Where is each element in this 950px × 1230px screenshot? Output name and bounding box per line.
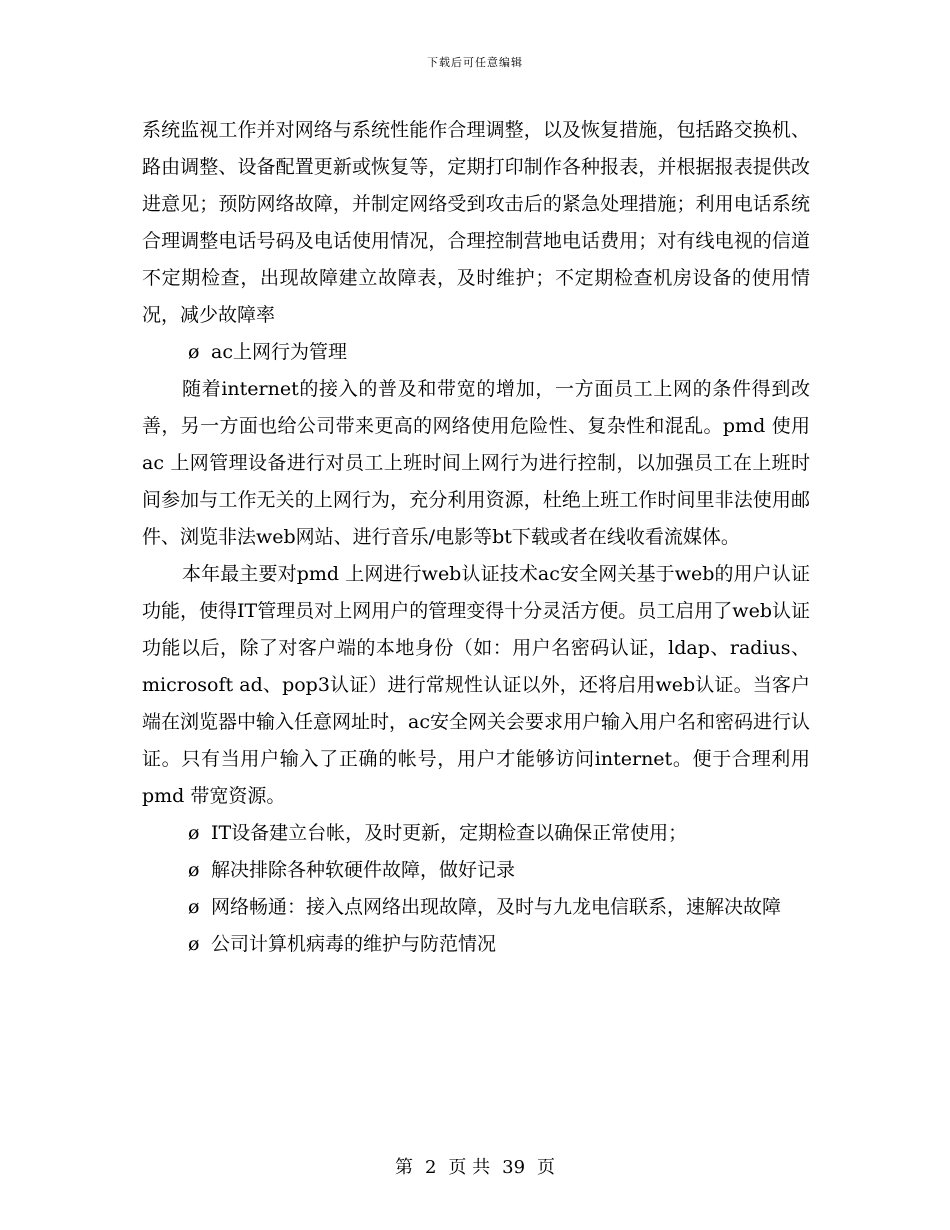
footer-middle: 页 共 bbox=[448, 1157, 491, 1178]
bullet-fault-fix bbox=[142, 852, 810, 889]
paragraph-maintenance: 系统监视工作并对网络与系统性能作合理调整，以及恢复措施，包括路交换机、路由调整、设备配置更新或恢复等，定期打印制作各种报表，并根据报表提供改进意见；预防网络故障，并制定网络受到攻击后的紧急处理措施；利用电话系统合理调整电话号码及电话使用情况，合理控制营地电话费用；对有线电视的信道不定期检查，出现故障建立故障表，及时维护；不定期检查机房设备的使用情况，减少故障率 bbox=[142, 119, 810, 326]
bullet-mark: ø bbox=[188, 933, 200, 955]
paragraph-web-auth: 本年最主要对pmd 上网进行web认证技术ac安全网关基于web的用户认证功能，使得IT管理员对上网用户的管理变得十分灵活方便。员工启用了web认证功能以后，除了对客户端的本地身份（如：用户名密码认证，ldap、radius、microsoft ad、pop3认证）进行常规性认证以外，还将启用web认证。当客户端在浏览器中输入任意网址时，ac安全网关会要求用户输入用户名和密码进行认证。只有当用户输入了正确的帐号，用户才能够访问internet。便于合理利用pmd 带宽资源。 bbox=[142, 563, 810, 807]
paragraph-internet: 随着internet的接入的普及和带宽的增加，一方面员工上网的条件得到改善，另一方面也给公司带来更高的网络使用危险性、复杂性和混乱。pmd 使用ac 上网管理设备进行对员工上班时间上网行为进行控制，以加强员工在上班时间参加与工作无关的上网行为，充分利用资源，杜绝上班工作时间里非法使用邮件、浏览非法web网站、进行音乐/电影等bt下载或者在线收看流媒体。 bbox=[142, 378, 810, 548]
bullet-text: IT设备建立台帐，及时更新，定期检查以确保正常使用； bbox=[211, 822, 688, 844]
document-body bbox=[142, 112, 810, 963]
footer-page-number: 2 bbox=[424, 1157, 437, 1178]
bullet-text: 解决排除各种软硬件故障，做好记录 bbox=[211, 859, 516, 881]
bullet-network bbox=[142, 889, 810, 926]
footer-prefix: 第 bbox=[394, 1157, 413, 1178]
bullet-mark: ø bbox=[188, 859, 200, 881]
bullet-virus bbox=[142, 926, 810, 963]
bullet-it-ledger bbox=[142, 815, 810, 852]
bullet-ac-management bbox=[142, 334, 810, 371]
footer-total-pages: 39 bbox=[502, 1157, 526, 1178]
bullet-text: 网络畅通：接入点网络出现故障，及时与九龙电信联系，速解决故障 bbox=[211, 896, 782, 918]
bullet-mark: ø bbox=[188, 822, 200, 844]
page-header: 下载后可任意编辑 bbox=[427, 56, 523, 69]
bullet-text: 公司计算机病毒的维护与防范情况 bbox=[211, 933, 497, 955]
bullet-text: ac上网行为管理 bbox=[211, 341, 347, 363]
page-footer bbox=[0, 1153, 950, 1179]
footer-suffix: 页 bbox=[537, 1157, 556, 1178]
bullet-mark: ø bbox=[188, 341, 200, 363]
bullet-mark: ø bbox=[188, 896, 200, 918]
